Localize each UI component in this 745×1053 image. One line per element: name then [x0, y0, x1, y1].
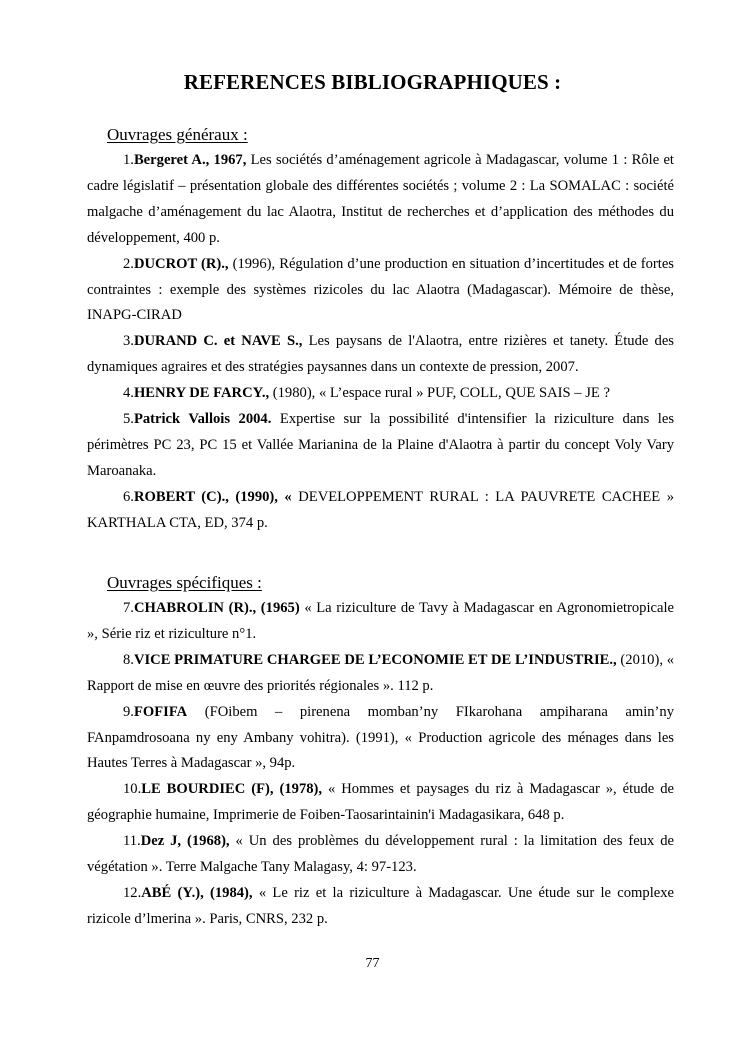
section-heading: Ouvrages généraux :: [107, 125, 248, 144]
reference-item: [87, 407, 674, 485]
reference-number: 2.: [123, 255, 134, 272]
reference-number: 5.: [123, 411, 134, 428]
reference-number: 6.: [123, 488, 134, 505]
reference-author: VICE PRIMATURE CHARGEE DE L’ECONOMIE ET DE L’INDUSTRIE.,: [133, 651, 617, 668]
reference-author: LE BOURDIEC (F), (1978),: [141, 781, 323, 798]
reference-number: 8.: [123, 651, 134, 668]
reference-author: DUCROT (R).,: [133, 255, 229, 272]
reference-text: « Hommes et paysages du riz à Madagascar », étude de géographie humaine, Imprimerie de Foiben-Taosarintainin'i Madagasikara, 648 p.: [87, 781, 674, 824]
reference-author: FOFIFA: [133, 703, 188, 720]
reference-item: [87, 829, 674, 881]
page-number: 77: [365, 956, 380, 971]
reference-text: (FOibem – pirenena momban’ny FIkarohana ampiharana amin’ny FAnpamdrosoana ny eny Ambany vohitra). (1991), « Production agricole des ménages dans les Hautes Terres à Madagascar », 94p.: [87, 703, 674, 772]
reference-author: Patrick Vallois 2004.: [133, 411, 272, 428]
reference-author: DURAND C. et NAVE S.,: [133, 333, 303, 350]
reference-item: [87, 329, 674, 381]
reference-item: [87, 881, 674, 933]
reference-author: Dez J, (1968),: [140, 833, 230, 850]
reference-author: ABÉ (Y.), (1984),: [141, 884, 253, 901]
reference-text: DEVELOPPEMENT RURAL : LA PAUVRETE CACHEE » KARTHALA CTA, ED, 374 p.: [87, 488, 674, 531]
section-general-works: [87, 122, 674, 537]
reference-item: [87, 777, 674, 829]
section-heading: Ouvrages spécifiques :: [107, 573, 262, 592]
reference-author: Bergeret A., 1967,: [133, 152, 247, 168]
reference-number: 10.: [123, 781, 142, 798]
reference-number: 9.: [123, 703, 134, 720]
reference-text: « Le riz et la riziculture à Madagascar. Une étude sur le complexe rizicole d’lmerina ». Paris, CNRS, 232 p.: [87, 884, 675, 927]
reference-text: (1996), Régulation d’une production en situation d’incertitudes et de fortes contraintes : exemple des systèmes rizicoles du lac Alaotra (Madagascar). Mémoire de thèse, INAPG-CIRAD: [87, 255, 674, 324]
reference-text: Expertise sur la possibilité d'intensifier la riziculture dans les périmètres PC 23, PC 15 et Vallée Marianina de la Plaine d'Alaotra à partir du concept Voly Vary Maroanaka.: [87, 411, 675, 479]
reference-list: [87, 596, 674, 933]
reference-item: [87, 596, 674, 648]
reference-number: 4.: [123, 385, 134, 402]
reference-text: (2010), « Rapport de mise en œuvre des priorités régionales ». 112 p.: [87, 651, 674, 694]
reference-text: Les paysans de l'Alaotra, entre rizières et tanety. Étude des dynamiques agraires et des stratégies paysannes dans un contexte de pression, 2007.: [87, 333, 674, 376]
reference-item: [87, 648, 674, 700]
reference-number: 1.: [123, 152, 134, 168]
reference-text: (1980), « L’espace rural » PUF, COLL, QUE SAIS – JE ?: [269, 385, 610, 402]
section-specific-works: [87, 570, 674, 933]
reference-author: ROBERT (C)., (1990), «: [133, 488, 292, 505]
reference-number: 7.: [123, 600, 134, 616]
reference-list: [87, 148, 674, 537]
reference-text: « La riziculture de Tavy à Madagascar en Agronomietropicale », Série riz et riziculture n°1.: [87, 600, 674, 642]
reference-number: 3.: [123, 333, 134, 350]
reference-author: HENRY DE FARCY.,: [133, 385, 270, 402]
page-title: REFERENCES BIBLIOGRAPHIQUES :: [183, 70, 562, 94]
reference-text: Les sociétés d’aménagement agricole à Madagascar, volume 1 : Rôle et cadre législatif – présentation globale des différentes sociétés ; volume 2 : La SOMALAC : société malgache d’aménagement du lac Alaotra, Institut de recherches et d’application des méthodes du développement, 400 p.: [87, 152, 674, 246]
reference-number: 12.: [123, 884, 142, 901]
reference-author: CHABROLIN (R)., (1965): [133, 600, 300, 616]
reference-number: 11.: [123, 833, 141, 850]
reference-text: « Un des problèmes du développement rural : la limitation des feux de végétation ». Terre Malgache Tany Malagasy, 4: 97-123.: [87, 833, 674, 876]
reference-item: [87, 381, 674, 407]
reference-item: [87, 148, 674, 252]
reference-item: [87, 485, 674, 537]
reference-item: [87, 252, 674, 330]
reference-item: [87, 700, 674, 778]
